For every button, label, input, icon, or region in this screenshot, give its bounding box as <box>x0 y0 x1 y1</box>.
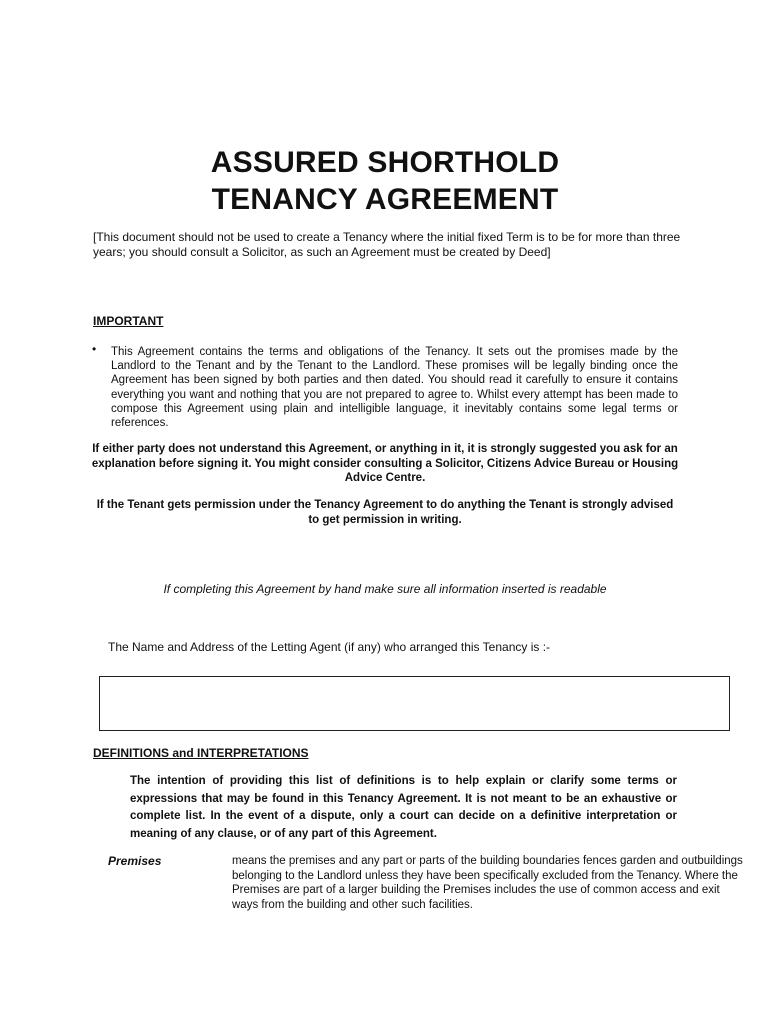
title-line-2: TENANCY AGREEMENT <box>211 183 559 216</box>
definition-term: Premises <box>108 854 162 868</box>
bullet-icon: • <box>92 342 97 356</box>
definition-text: means the premises and any part or parts of the building boundaries fences garden and outbuildings belonging to the Landlord unless they have been specifically excluded from the Tenancy. Where the Premises are part of a larger building the Premises includes the use of common access and exit ways from the building and other such facilities. <box>232 855 743 911</box>
hand-completion-note: If completing this Agreement by hand make sure all information inserted is readable <box>163 582 607 596</box>
important-bullet-text: This Agreement contains the terms and obligations of the Tenancy. It sets out the promises made by the Landlord to the Tenant and by the Tenant to the Landlord. These promises will be legally binding once the Agreement has been signed by both parties and then dated. You should read it carefully to ensure it contains everything you want and nothing that you are not prepared to agree to. Whilst every attempt has been made to compose this Agreement using plain and intelligible language, it inevitably contains some legal terms or references. <box>111 346 678 430</box>
document-title <box>0 144 770 218</box>
letting-agent-field[interactable] <box>99 676 730 731</box>
advice-explanation: If either party does not understand this Agreement, or anything in it, it is strongly suggested you ask for an explanation before signing it. You might consider consulting a Solicitor, Citizens Advice Bureau or Housing Advice Centre. <box>91 443 679 484</box>
deed-note: [This document should not be used to create a Tenancy where the initial fixed Term is to be for more than three years; you should consult a Solicitor, as such an Agreement must be created by Deed] <box>93 230 681 259</box>
letting-agent-label: The Name and Address of the Letting Agent (if any) who arranged this Tenancy is :- <box>108 640 551 654</box>
definitions-heading: DEFINITIONS and INTERPRETATIONS <box>93 746 309 760</box>
important-heading: IMPORTANT <box>93 314 164 328</box>
advice-permission: If the Tenant gets permission under the Tenancy Agreement to do anything the Tenant is strongly advised to get permission in writing. <box>96 499 674 526</box>
definitions-intro: The intention of providing this list of definitions is to help explain or clarify some terms or expressions that may be found in this Tenancy Agreement. It is not meant to be an exhaustive or complete list. In the event of a dispute, only a court can decide on a definitive interpretation or meaning of any clause, or of any part of this Agreement. <box>130 775 677 840</box>
title-line-1: ASSURED SHORTHOLD <box>210 146 560 179</box>
